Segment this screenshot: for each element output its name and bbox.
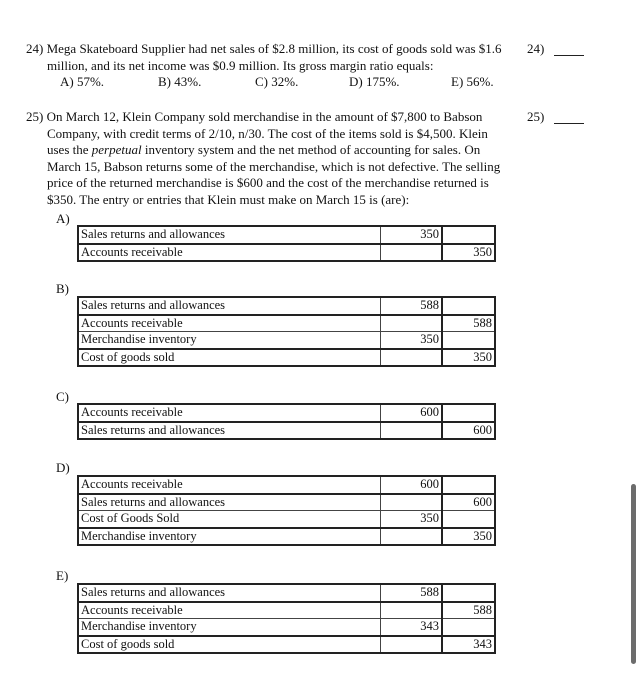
- debit-cell: [381, 494, 443, 511]
- option-a-label: A): [56, 211, 70, 226]
- question-25-line-3-rest: inventory system and the net method of accounting for sales. On: [144, 142, 481, 157]
- credit-cell: 343: [442, 636, 495, 654]
- account-cell: Sales returns and allowances: [78, 422, 381, 440]
- question-25-line-3: [26, 142, 526, 159]
- option-d-label: D): [56, 460, 70, 475]
- question-24-text: Mega Skateboard Supplier had net sales of $2.8 million, its cost of goods sold was $1.6: [46, 41, 502, 56]
- question-25-text-1: On March 12, Klein Company sold merchandise in the amount of $7,800 to Babson: [46, 109, 483, 124]
- question-24-line-2: million, and its net income was $0.9 million. Its gross margin ratio equals:: [47, 57, 434, 73]
- debit-cell: 350: [381, 226, 443, 244]
- choice-24-b: B) 43%.: [158, 74, 202, 89]
- credit-cell: 350: [442, 528, 495, 546]
- credit-cell: 350: [442, 349, 495, 367]
- credit-cell: 350: [442, 244, 495, 262]
- debit-cell: 588: [381, 584, 443, 602]
- table-row: [78, 349, 495, 367]
- account-cell: Sales returns and allowances: [78, 226, 381, 244]
- credit-cell: [442, 297, 495, 315]
- debit-cell: 350: [381, 511, 443, 528]
- question-24-line-1: [26, 41, 526, 58]
- table-row: [78, 315, 495, 332]
- option-c-label: C): [56, 389, 69, 404]
- account-cell: Merchandise inventory: [78, 619, 381, 636]
- credit-cell: [442, 332, 495, 349]
- account-cell: Accounts receivable: [78, 476, 381, 494]
- table-row: [78, 528, 495, 546]
- question-25-line-6: $350. The entry or entries that Klein must make on March 15 is (are):: [47, 191, 410, 207]
- table-row: [78, 404, 495, 422]
- account-cell: Sales returns and allowances: [78, 494, 381, 511]
- debit-cell: [381, 602, 443, 619]
- question-25-line-2: Company, with credit terms of 2/10, n/30. The cost of the items sold is $4,500. Klein: [47, 125, 488, 141]
- option-a-table: [77, 225, 496, 262]
- option-b-table: [77, 296, 496, 367]
- account-cell: Accounts receivable: [78, 602, 381, 619]
- debit-cell: [381, 636, 443, 654]
- table-row: [78, 602, 495, 619]
- account-cell: Merchandise inventory: [78, 528, 381, 546]
- option-e-table: [77, 583, 496, 654]
- credit-cell: [442, 584, 495, 602]
- question-25: [26, 109, 526, 208]
- answer-blank-24[interactable]: [554, 55, 584, 56]
- debit-cell: 343: [381, 619, 443, 636]
- question-25-italic: perpetual: [91, 142, 142, 157]
- question-25-line-3-prefix: uses the: [47, 142, 89, 157]
- account-cell: Sales returns and allowances: [78, 297, 381, 315]
- table-row: [78, 422, 495, 440]
- table-row: [78, 619, 495, 636]
- account-cell: Accounts receivable: [78, 404, 381, 422]
- debit-cell: [381, 349, 443, 367]
- account-cell: Accounts receivable: [78, 244, 381, 262]
- answer-blank-25[interactable]: [554, 123, 584, 124]
- account-cell: Cost of Goods Sold: [78, 511, 381, 528]
- table-row: [78, 332, 495, 349]
- debit-cell: 600: [381, 404, 443, 422]
- debit-cell: 350: [381, 332, 443, 349]
- debit-cell: [381, 244, 443, 262]
- table-row: [78, 494, 495, 511]
- scrollbar-thumb[interactable]: [631, 484, 636, 664]
- choice-24-c: C) 32%.: [255, 74, 299, 89]
- credit-cell: [442, 404, 495, 422]
- table-row: [78, 297, 495, 315]
- table-row: [78, 226, 495, 244]
- question-25-line-1: [26, 109, 526, 126]
- credit-cell: [442, 476, 495, 494]
- debit-cell: [381, 315, 443, 332]
- account-cell: Merchandise inventory: [78, 332, 381, 349]
- table-row: [78, 584, 495, 602]
- debit-cell: 588: [381, 297, 443, 315]
- credit-cell: 588: [442, 315, 495, 332]
- account-cell: Cost of goods sold: [78, 349, 381, 367]
- account-cell: Accounts receivable: [78, 315, 381, 332]
- table-row: [78, 636, 495, 654]
- debit-cell: 600: [381, 476, 443, 494]
- choice-24-d: D) 175%.: [349, 74, 400, 89]
- answer-label-24: 24): [527, 41, 545, 56]
- table-row: [78, 244, 495, 262]
- table-row: [78, 476, 495, 494]
- question-24-choices: [26, 74, 526, 91]
- answer-label-25: 25): [527, 109, 545, 124]
- question-24: [26, 41, 526, 91]
- credit-cell: 600: [442, 494, 495, 511]
- credit-cell: [442, 226, 495, 244]
- credit-cell: 600: [442, 422, 495, 440]
- debit-cell: [381, 422, 443, 440]
- question-24-number: 24): [26, 41, 44, 56]
- account-cell: Sales returns and allowances: [78, 584, 381, 602]
- credit-cell: 588: [442, 602, 495, 619]
- choice-24-e: E) 56%.: [451, 74, 494, 89]
- option-d-table: [77, 475, 496, 546]
- credit-cell: [442, 511, 495, 528]
- question-25-number: 25): [26, 109, 44, 124]
- option-e-label: E): [56, 568, 69, 583]
- option-b-label: B): [56, 281, 69, 296]
- debit-cell: [381, 528, 443, 546]
- credit-cell: [442, 619, 495, 636]
- option-c-table: [77, 403, 496, 440]
- choice-24-a: A) 57%.: [60, 74, 105, 89]
- account-cell: Cost of goods sold: [78, 636, 381, 654]
- table-row: [78, 511, 495, 528]
- question-25-line-4: March 15, Babson returns some of the merchandise, which is not defective. The selling: [47, 158, 501, 174]
- question-25-line-5: price of the returned merchandise is $600 and the cost of the merchandise returned is: [47, 175, 489, 190]
